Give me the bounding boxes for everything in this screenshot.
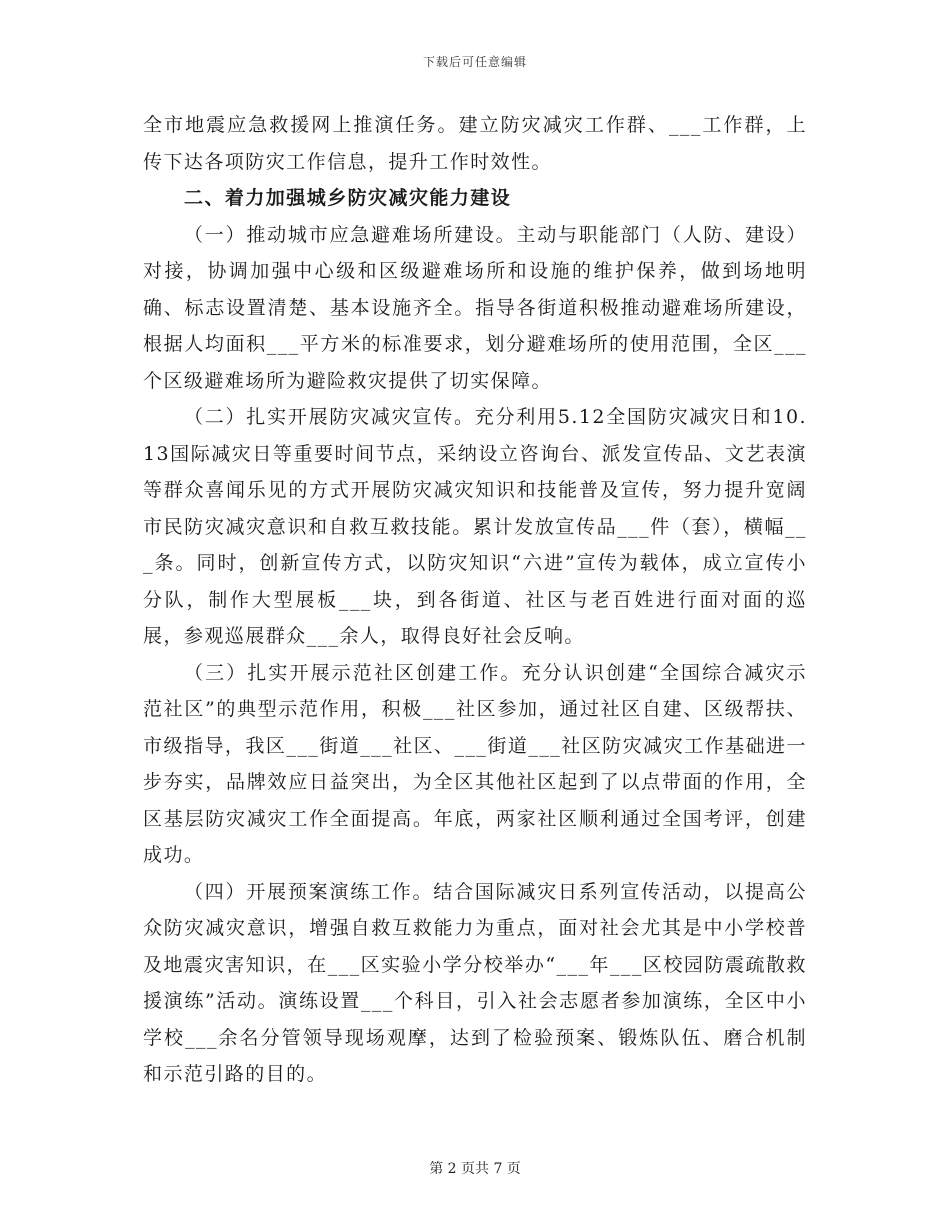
- paragraph-continuation: 全市地震应急救援网上推演任务。建立防灾减灾工作群、___工作群，上传下达各项防灾工作信息，提升工作时效性。: [143, 114, 807, 173]
- paragraph-drill: （四）开展预案演练工作。结合国际减灾日系列宣传活动，以提高公众防灾减灾意识，增强自救互救能力为重点，面对社会尤其是中小学校普及地震灾害知识，在___区实验小学分校举办“___年___区校园防震疏散救援演练”活动。演练设置___个科目，引入社会志愿者参加演练，全区中小学校___余名分管领导现场观摩，达到了检验预案、锻炼队伍、磨合机制和示范引路的目的。: [143, 880, 807, 1085]
- document-body: [143, 107, 807, 1093]
- paragraph-demo-community: （三）扎实开展示范社区创建工作。充分认识创建“全国综合减灾示范社区”的典型示范作用，积极___社区参加，通过社区自建、区级帮扶、市级指导，我区___街道___社区、___街道___社区防灾减灾工作基础进一步夯实，品牌效应日益突出，为全区其他社区起到了以点带面的作用，全区基层防灾减灾工作全面提高。年底，两家社区顺利通过全国考评，创建成功。: [143, 661, 807, 866]
- page-number: 第 2 页共 7 页: [429, 1161, 521, 1177]
- paragraph-shelter-construction: （一）推动城市应急避难场所建设。主动与职能部门（人防、建设）对接，协调加强中心级和区级避难场所和设施的维护保养，做到场地明确、标志设置清楚、基本设施齐全。指导各街道积极推动避难场所建设，根据人均面积___平方米的标准要求，划分避难场所的使用范围，全区___个区级避难场所为避险救灾提供了切实保障。: [143, 223, 807, 392]
- paragraph-publicity: （二）扎实开展防灾减灾宣传。充分利用5.12全国防灾减灾日和10.13国际减灾日等重要时间节点，采纳设立咨询台、派发宣传品、文艺表演等群众喜闻乐见的方式开展防灾减灾知识和技能普及宣传，努力提升宽阔市民防灾减灾意识和自救互救技能。累计发放宣传品___件（套），横幅___条。同时，创新宣传方式，以防灾知识“六进”宣传为载体，成立宣传小分队，制作大型展板___块，到各街道、社区与老百姓进行面对面的巡展，参观巡展群众___余人，取得良好社会反响。: [143, 406, 807, 647]
- page-header: 下载后可任意编辑: [422, 55, 527, 69]
- section-heading: 二、着力加强城乡防灾减灾能力建设: [184, 187, 512, 209]
